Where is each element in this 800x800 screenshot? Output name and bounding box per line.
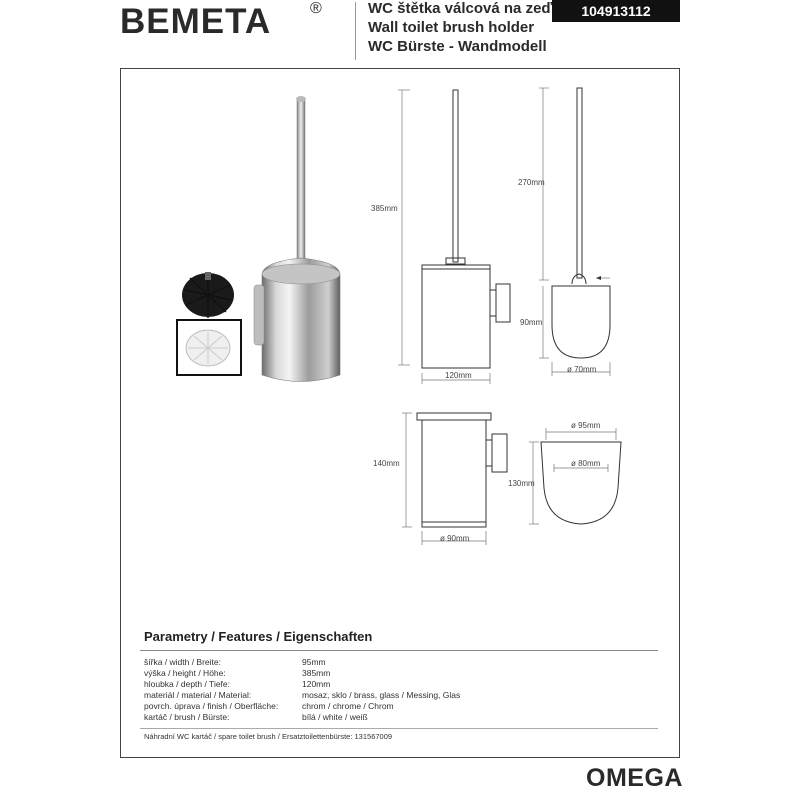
dim-cup-outer-diameter: ø 95mm — [571, 421, 601, 430]
dim-cup-height: 130mm — [508, 479, 535, 488]
title-german: WC Bürste - Wandmodell — [368, 38, 547, 55]
product-photo — [254, 96, 340, 382]
feature-value-finish: chrom / chrome / Chrom — [302, 701, 394, 711]
dim-holder-width: 120mm — [445, 371, 472, 380]
feature-value-brush: bílá / white / weiß — [302, 712, 368, 722]
brush-side-drawing — [539, 88, 610, 376]
spare-part-note: Náhradní WC kartáč / spare toilet brush / Ersatztoilettenbürste: 131567009 — [144, 732, 393, 741]
registered-mark: ® — [310, 0, 322, 17]
holder-drawing — [402, 413, 507, 545]
white-brush-photo — [177, 320, 241, 375]
feature-label-brush: kartáč / brush / Bürste: — [144, 712, 230, 722]
dim-cup-diameter-side: ø 70mm — [567, 365, 597, 374]
feature-label-width: šířka / width / Breite: — [144, 657, 221, 667]
black-brush-photo — [182, 272, 234, 318]
dim-cup-height-side: 90mm — [520, 318, 543, 327]
feature-value-width: 95mm — [302, 657, 326, 667]
feature-label-finish: povrch. úprava / finish / Oberfläche: — [144, 701, 279, 711]
feature-value-depth: 120mm — [302, 679, 331, 689]
spare-divider — [140, 728, 658, 729]
product-code-badge: 104913112 — [552, 0, 680, 22]
dim-rod-length: 270mm — [518, 178, 545, 187]
features-title: Parametry / Features / Eigenschaften — [144, 629, 373, 644]
product-name: OMEGA — [586, 764, 683, 792]
brand-logo: BEMETA — [120, 2, 272, 41]
feature-value-material: mosaz, sklo / brass, glass / Messing, Glas — [302, 690, 461, 700]
feature-label-height: výška / height / Höhe: — [144, 668, 226, 678]
feature-label-material: materiál / material / Material: — [144, 690, 252, 700]
features-divider — [140, 650, 658, 651]
front-view-drawing — [398, 90, 510, 384]
dim-total-height: 385mm — [371, 204, 398, 213]
title-czech: WC štětka válcová na zeď — [368, 0, 553, 17]
dim-cup-inner-diameter: ø 80mm — [571, 459, 601, 468]
dim-holder-diameter: ø 90mm — [440, 534, 470, 543]
cup-drawing — [529, 428, 621, 524]
feature-value-height: 385mm — [302, 668, 331, 678]
dim-holder-height: 140mm — [373, 459, 400, 468]
title-english: Wall toilet brush holder — [368, 19, 535, 36]
feature-label-depth: hloubka / depth / Tiefe: — [144, 679, 231, 689]
